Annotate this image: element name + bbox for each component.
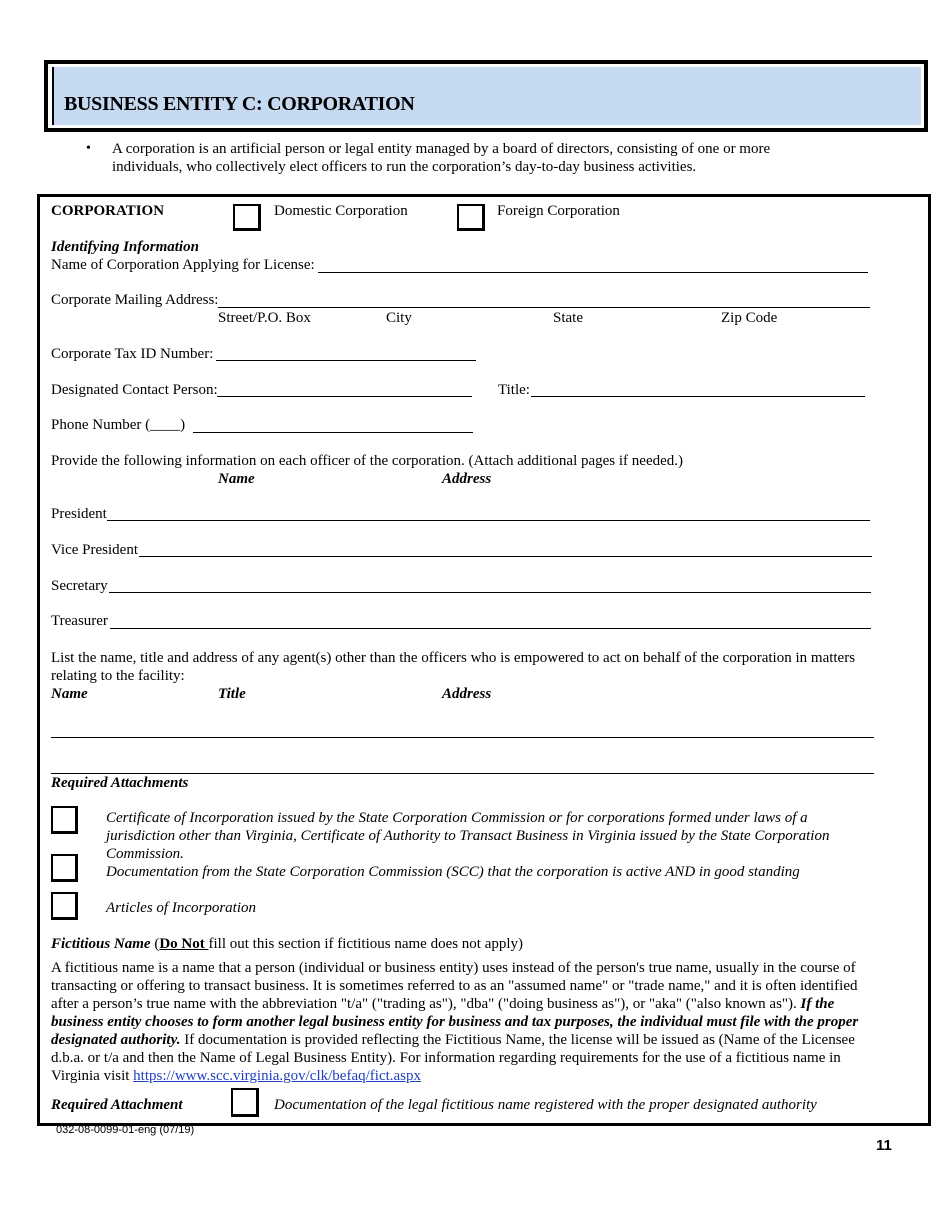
officers-address-header: Address bbox=[442, 471, 492, 487]
secretary-field[interactable] bbox=[109, 592, 871, 593]
foreign-corporation-checkbox[interactable] bbox=[457, 204, 485, 231]
treasurer-label: Treasurer bbox=[51, 613, 108, 629]
required-attachment-label: Required Attachment bbox=[51, 1097, 183, 1113]
officers-name-header: Name bbox=[218, 471, 255, 487]
section-header bbox=[44, 60, 928, 132]
president-field[interactable] bbox=[107, 520, 870, 521]
section-header-fill bbox=[52, 67, 921, 125]
officers-intro: Provide the following information on each officer of the corporation. (Attach additional pages if needed.) bbox=[51, 453, 684, 469]
treasurer-field[interactable] bbox=[110, 628, 871, 629]
mailing-address-field[interactable] bbox=[218, 307, 870, 308]
form-code: 032-08-0099-01-eng (07/19) bbox=[56, 1124, 195, 1136]
fictitious-documentation-checkbox[interactable] bbox=[231, 1088, 259, 1117]
vice-president-label: Vice President bbox=[51, 542, 138, 558]
agents-name-header: Name bbox=[51, 686, 88, 702]
intro-text: A corporation is an artificial person or legal entity managed by a board of directors, consisting of one or more individuals, who collectively elect officers to run the corporation’s day-to-day business activities. bbox=[112, 141, 771, 175]
page-number: 11 bbox=[876, 1137, 892, 1154]
fictitious-heading: Fictitious Name bbox=[51, 936, 151, 952]
contact-person-label: Designated Contact Person: bbox=[51, 382, 218, 398]
foreign-corporation-label: Foreign Corporation bbox=[497, 203, 620, 219]
corporation-name-label: Name of Corporation Applying for License: bbox=[51, 257, 315, 273]
fictitious-note-open: ( bbox=[150, 936, 160, 952]
domestic-corporation-checkbox[interactable] bbox=[233, 204, 261, 231]
identifying-heading: Identifying Information bbox=[51, 239, 199, 255]
corporation-name-field[interactable] bbox=[318, 272, 868, 273]
secretary-label: Secretary bbox=[51, 578, 108, 594]
certificate-text: Certificate of Incorporation issued by the State Corporation Commission or for corporations formed under laws of a jurisdiction other than Virginia, Certificate of Authority to Transact Business in Virginia issued by the State Corporation Commission. bbox=[106, 810, 830, 862]
contact-person-field[interactable] bbox=[217, 396, 472, 397]
city-sublabel: City bbox=[386, 310, 412, 326]
agent-line-1[interactable] bbox=[51, 737, 874, 738]
fictitious-text-bold: If the business entity chooses to form another legal business entity for business and tax purposes, the individual must file with the proper designated authority. bbox=[51, 996, 859, 1048]
contact-title-field[interactable] bbox=[531, 396, 865, 397]
mailing-address-label: Corporate Mailing Address: bbox=[51, 292, 219, 308]
articles-text: Articles of Incorporation bbox=[106, 900, 256, 916]
fictitious-text-after: If documentation is provided reflecting the Fictitious Name, the license will be issued as (Name of the Licensee d.b.a. or t/a and then the Name of Legal Business Entity). For information regarding requirements for the use of a fictitious name in Virginia visit bbox=[51, 1032, 855, 1084]
vice-president-field[interactable] bbox=[139, 556, 872, 557]
fictitious-do-not: Do Not bbox=[159, 936, 209, 952]
fictitious-description bbox=[51, 959, 876, 1085]
phone-label: Phone Number (____) bbox=[51, 417, 186, 433]
corporation-label: CORPORATION bbox=[51, 203, 165, 219]
zip-sublabel: Zip Code bbox=[721, 310, 778, 326]
domestic-corporation-label: Domestic Corporation bbox=[274, 203, 408, 219]
agents-title-header: Title bbox=[218, 686, 246, 702]
page-title: BUSINESS ENTITY C: CORPORATION bbox=[64, 93, 415, 115]
state-sublabel: State bbox=[553, 310, 583, 326]
attachments-heading: Required Attachments bbox=[51, 775, 189, 791]
bullet-icon: • bbox=[86, 141, 91, 156]
certificate-checkbox[interactable] bbox=[51, 806, 78, 834]
fictitious-heading-row bbox=[51, 936, 523, 953]
agent-line-2[interactable] bbox=[51, 773, 874, 774]
fictitious-note-rest: fill out this section if fictitious name does not apply) bbox=[208, 936, 524, 952]
fictitious-text-plain: A fictitious name is a name that a person (individual or business entity) uses instead of the person's true name, usually in the course of transacting or offering to transact business. It is sometimes referred to as an "assumed name" or "trade name," and it is often identified after a person’s true name with the abbreviation "t/a" ("trading as"), "dba" ("doing business as"), or "aka" ("also known as"). bbox=[51, 960, 858, 1012]
president-label: President bbox=[51, 506, 107, 522]
contact-title-label: Title: bbox=[498, 382, 530, 398]
scc-documentation-text: Documentation from the State Corporation Commission (SCC) that the corporation is active AND in good standing bbox=[106, 864, 800, 880]
tax-id-label: Corporate Tax ID Number: bbox=[51, 346, 214, 362]
agents-intro: List the name, title and address of any agent(s) other than the officers who is empowered to act on behalf of the corporation in matters relating to the facility: bbox=[51, 650, 856, 684]
agents-address-header: Address bbox=[442, 686, 492, 702]
street-sublabel: Street/P.O. Box bbox=[218, 310, 311, 326]
tax-id-field[interactable] bbox=[216, 360, 476, 361]
articles-checkbox[interactable] bbox=[51, 892, 78, 920]
scc-fictitious-link[interactable]: https://www.scc.virginia.gov/clk/befaq/fict.aspx bbox=[133, 1068, 422, 1084]
scc-documentation-checkbox[interactable] bbox=[51, 854, 78, 882]
fictitious-documentation-text: Documentation of the legal fictitious name registered with the proper designated authority bbox=[274, 1097, 817, 1113]
phone-field[interactable] bbox=[193, 432, 473, 433]
